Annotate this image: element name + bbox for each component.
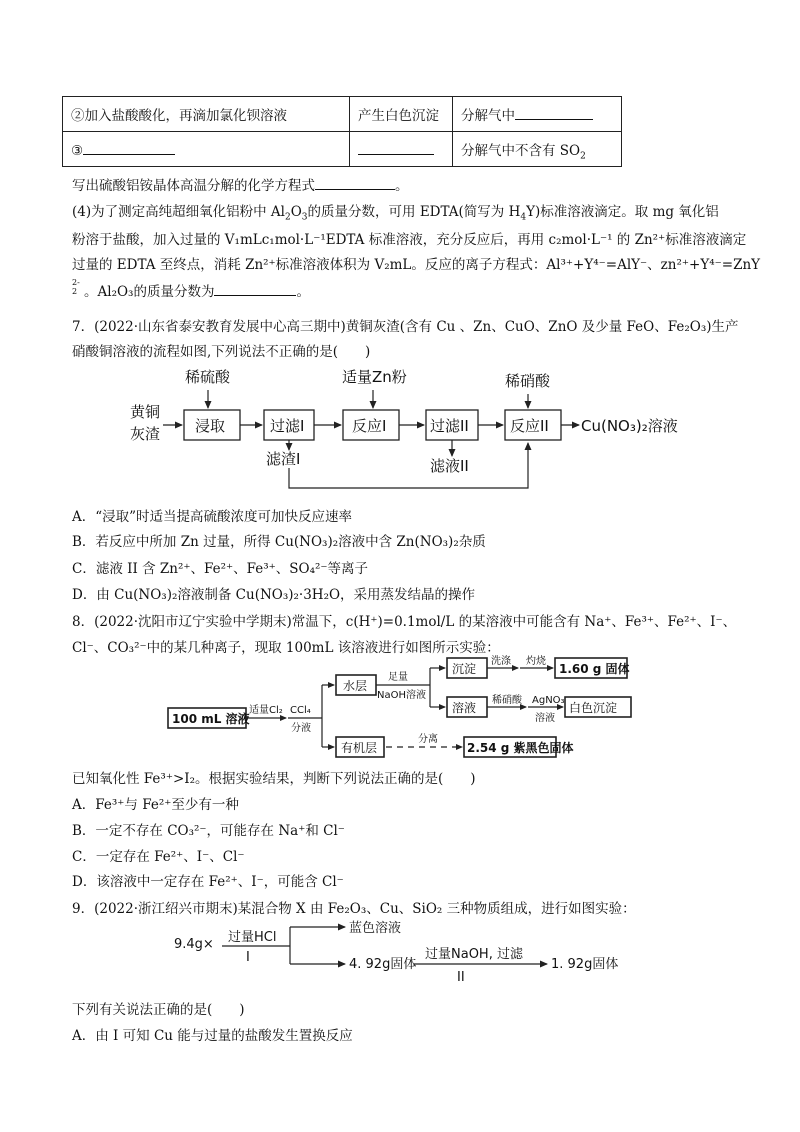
equation-prompt: 写出硫酸铝铵晶体高温分解的化学方程式 。 <box>72 174 409 194</box>
reagent-naoh-1: 足量 <box>388 672 408 683</box>
q8-option-c[interactable]: C．一定存在 Fe²⁺、I⁻、Cl⁻ <box>72 849 245 865</box>
reagent-ccl4: CCl₄ <box>290 705 311 716</box>
op-wash: 洗涤 <box>491 656 511 667</box>
step-1: I <box>246 950 250 965</box>
start-mass: 9.4g× <box>174 937 214 952</box>
q8-option-d[interactable]: D．该溶液中一定存在 Fe²⁺、I⁻，可能含 Cl⁻ <box>72 874 344 890</box>
q7-option-c[interactable]: C．滤液 II 含 Zn²⁺、Fe²⁺、Fe³⁺、SO₄²⁻等离子 <box>72 561 369 577</box>
reagent-h2so4: 稀硫酸 <box>185 368 231 386</box>
white-precipitate: 白色沉淀 <box>569 701 618 715</box>
water-layer: 水层 <box>343 679 368 693</box>
q8-stem-line2: Cl⁻、CO₃²⁻中的某几种离子，现取 100mL 该溶液进行如图所示实验： <box>72 640 500 656</box>
answer-blank[interactable] <box>83 140 175 155</box>
q8-flowchart <box>0 650 800 760</box>
q7-option-b[interactable]: B．若反应中所加 Zn 过量，所得 Cu(NO₃)₂溶液中含 Zn(NO₃)₂杂质 <box>72 534 486 550</box>
answer-blank[interactable] <box>515 105 593 120</box>
reagent-cl2: 适量Cl₂ <box>249 705 283 716</box>
reagent-agno3-2: 溶液 <box>535 713 555 724</box>
q6-part4-line1: (4)为了测定高纯超细氧化铝粉中 $Al_2O_3$的质量分数，可用 EDTA(简写为 $H_4Y$)标准溶液滴定。取 mg 氧化铝 <box>72 204 719 223</box>
step-leach: 浸取 <box>195 417 226 435</box>
solid-4-92: 4. 92g固体 <box>349 957 417 972</box>
precipitate: 沉淀 <box>452 662 477 676</box>
organic-layer: 有机层 <box>341 741 378 755</box>
answer-blank[interactable] <box>358 140 434 155</box>
solid-1-92: 1. 92g固体 <box>551 957 619 972</box>
q7-option-d[interactable]: D．由 Cu(NO₃)₂溶液制备 Cu(NO₃)₂·3H₂O，采用蒸发结晶的操作 <box>72 587 476 603</box>
op-separate-2: 分离 <box>418 734 438 745</box>
step-filter-1: 过滤I <box>270 417 305 435</box>
op-burn: 灼烧 <box>526 656 546 667</box>
solid-1: 1.60 g 固体 <box>559 662 630 676</box>
reagent-naoh-2: NaOH溶液 <box>377 690 426 701</box>
q9-question: 下列有关说法正确的是( ) <box>72 1002 245 1018</box>
answer-blank[interactable] <box>214 281 296 296</box>
table-cell-phenomenon <box>350 132 453 167</box>
reagent-hcl: 过量HCl <box>228 930 277 945</box>
table-cell-phenomenon: 产生白色沉淀 <box>350 97 453 132</box>
reagent-hno3-q8: 稀硝酸 <box>492 695 522 706</box>
table-row <box>63 132 622 167</box>
q9-stem: 9．(2022·浙江绍兴市期末)某混合物 X 由 Fe₂O₃、Cu、SiO₂ 三种物质组成，进行如图实验： <box>72 901 636 917</box>
step-reaction-1: 反应I <box>352 417 387 435</box>
raw-material-line2: 灰渣 <box>130 425 161 443</box>
step-reaction-2: 反应II <box>510 417 549 435</box>
reagent-agno3-1: AgNO₃ <box>532 695 565 706</box>
product-label: Cu(NO₃)₂溶液 <box>581 417 678 435</box>
q9-option-a[interactable]: A．由 I 可知 Cu 能与过量的盐酸发生置换反应 <box>72 1028 353 1044</box>
solution: 溶液 <box>452 701 477 715</box>
charge-mark: 2- 2 <box>72 278 80 296</box>
step-filter-2: 过滤II <box>430 417 469 435</box>
q7-option-a[interactable]: A．“浸取”时适当提高硫酸浓度可加快反应速率 <box>72 509 353 525</box>
residue-label: 滤渣I <box>266 450 301 468</box>
table-cell-operation: ③ <box>63 132 350 167</box>
q8-option-a[interactable]: A．Fe³⁺与 Fe²⁺至少有一种 <box>72 797 239 813</box>
q8-stem-line1: 8．(2022·沈阳市辽宁实验中学期末)常温下，c(H⁺)=0.1mol/L 的某溶液中可能含有 Na⁺、Fe³⁺、Fe²⁺、I⁻、 <box>72 614 737 630</box>
blue-solution: 蓝色溶液 <box>349 921 402 936</box>
table-cell-conclusion: 分解气中不含有 $SO_2$ <box>453 132 622 167</box>
q6-part4-line3: 过量的 EDTA 至终点，消耗 Zn²⁺标准溶液体积为 V₂mL。反应的离子方程式：Al³⁺+Y⁴⁻=AlY⁻、zn²⁺+Y⁴⁻=ZnY <box>72 257 761 273</box>
table-cell-operation: ②加入盐酸酸化，再滴加氯化钡溶液 <box>63 97 350 132</box>
reagent-hno3: 稀硝酸 <box>505 372 551 390</box>
q6-part4-line2: 粉溶于盐酸，加入过量的 V₁mLc₁mol·L⁻¹EDTA 标准溶液，充分反应后，再用 c₂mol·L⁻¹ 的 Zn²⁺标准溶液滴定 <box>72 232 747 248</box>
op-separate: 分液 <box>291 723 311 734</box>
solid-2: 2.54 g 紫黑色固体 <box>467 741 574 755</box>
q7-flowchart <box>0 360 800 500</box>
step-2: II <box>457 970 465 985</box>
q9-flowchart <box>0 915 800 987</box>
q8-known: 已知氧化性 Fe³⁺>I₂。根据实验结果，判断下列说法正确的是( ) <box>72 771 476 787</box>
table-row <box>63 97 622 132</box>
q7-stem-line1: 7．(2022·山东省泰安教育发展中心高三期中)黄铜灰渣(含有 Cu 、Zn、CuO、ZnO 及少量 FeO、Fe₂O₃)生产 <box>72 319 739 335</box>
reagent-zn: 适量Zn粉 <box>342 368 407 386</box>
start-solution: 100 mL 溶液 <box>172 712 250 726</box>
q8-option-b[interactable]: B．一定不存在 CO₃²⁻，可能存在 Na⁺和 Cl⁻ <box>72 823 345 839</box>
reagent-naoh-filter: 过量NaOH, 过滤 <box>425 947 523 962</box>
q6-part4-line4: 。Al₂O₃的质量分数为 。 <box>84 280 310 300</box>
raw-material-line1: 黄铜 <box>130 403 161 421</box>
filtrate-label: 滤液II <box>430 457 469 475</box>
answer-blank[interactable] <box>315 175 395 190</box>
experiment-table <box>62 96 622 167</box>
q7-stem-line2: 硝酸铜溶液的流程如图,下列说法不正确的是( ) <box>72 344 371 360</box>
table-cell-conclusion: 分解气中 <box>453 97 622 132</box>
